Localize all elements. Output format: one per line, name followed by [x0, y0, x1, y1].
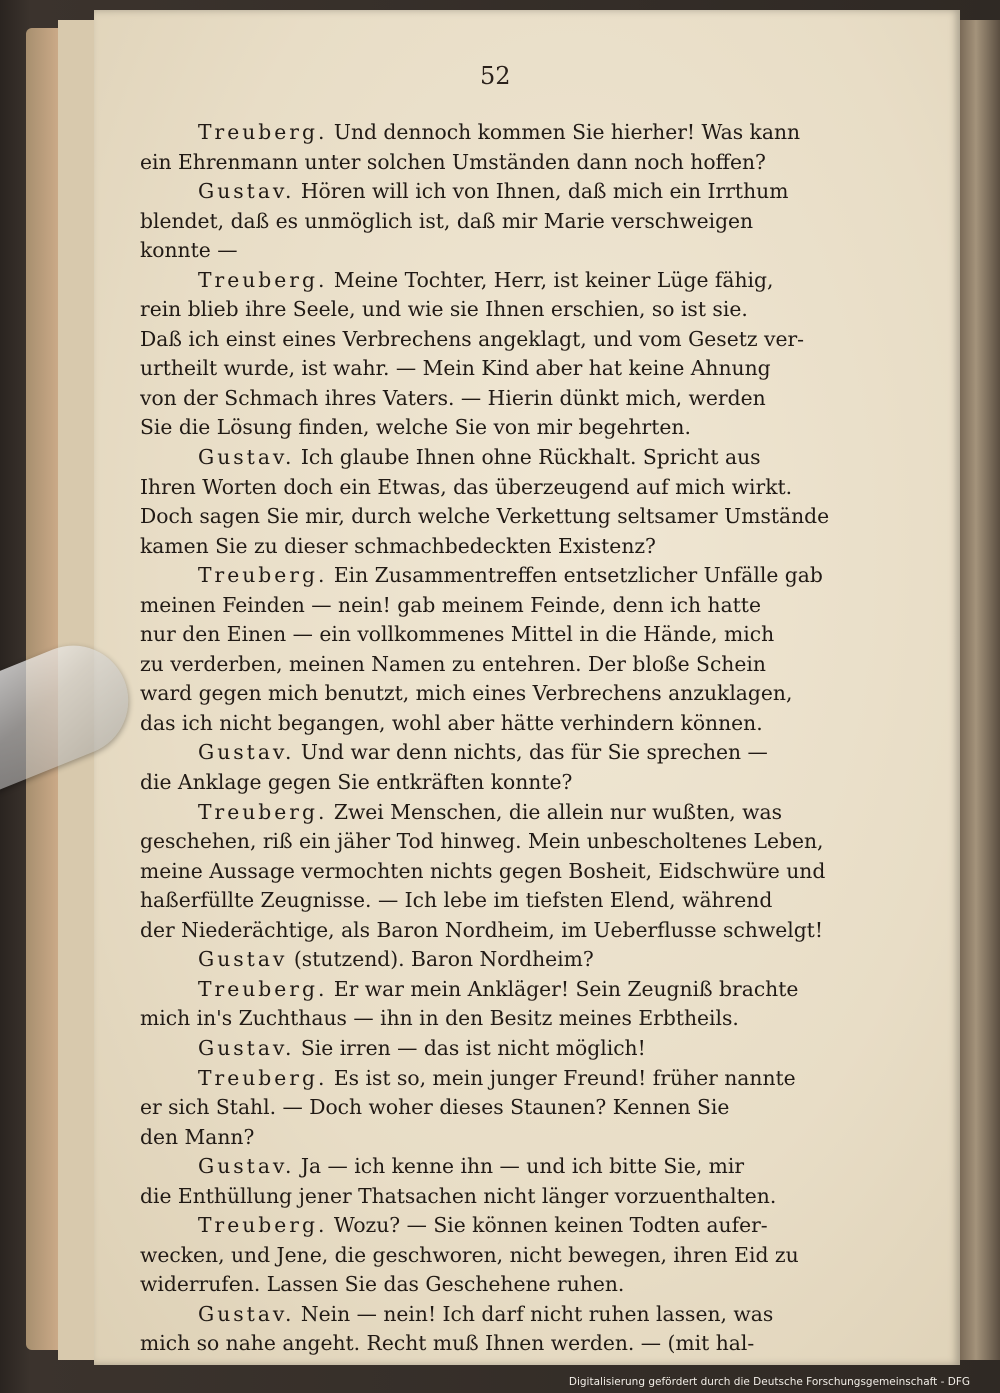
- text-line: [140, 295, 882, 325]
- text-line: [140, 207, 882, 237]
- line-text: Ich glaube Ihnen ohne Rückhalt. Spricht aus: [294, 445, 761, 470]
- line-text: Ein Zusammentreffen entsetzlicher Unfälle gab: [327, 563, 823, 588]
- line-text: rein blieb ihre Seele, und wie sie Ihnen erschien, so ist sie.: [140, 297, 748, 322]
- page-number: 52: [480, 62, 511, 90]
- text-line: [140, 148, 882, 178]
- speaker-name: Gustav.: [198, 179, 295, 204]
- speaker-name: Treuberg.: [198, 799, 328, 824]
- line-text: (stutzend). Baron Nordheim?: [287, 947, 594, 972]
- speaker-name: Gustav.: [198, 1154, 295, 1179]
- line-text: Es ist so, mein junger Freund! früher nannte: [327, 1065, 796, 1090]
- line-text: meinen Feinden — nein! gab meinem Feinde, denn ich hatte: [140, 592, 761, 617]
- text-line: [140, 945, 882, 975]
- text-line: [140, 1152, 882, 1182]
- text-line: [140, 620, 882, 650]
- text-line: [140, 325, 882, 355]
- speaker-name: Treuberg.: [198, 1065, 328, 1090]
- line-text: ein Ehrenmann unter solchen Umständen dann noch hoffen?: [140, 149, 766, 174]
- line-text: widerrufen. Lassen Sie das Geschehene ruhen.: [140, 1272, 625, 1297]
- speaker-name: Gustav: [198, 947, 288, 972]
- text-line: [140, 768, 882, 798]
- speaker-name: Gustav.: [198, 740, 295, 765]
- line-text: er sich Stahl. — Doch woher dieses Staunen? Kennen Sie: [140, 1095, 730, 1120]
- text-line: [140, 561, 882, 591]
- speaker-name: Treuberg.: [198, 267, 328, 292]
- text-line: [140, 591, 882, 621]
- text-line: [140, 1300, 882, 1330]
- line-text: meine Aussage vermochten nichts gegen Bosheit, Eidschwüre und: [140, 858, 826, 883]
- text-line: [140, 1270, 882, 1300]
- speaker-name: Gustav.: [198, 445, 295, 470]
- line-text: konnte —: [140, 238, 238, 263]
- line-text: mich in's Zuchthaus — ihn in den Besitz meines Erbtheils.: [140, 1006, 739, 1031]
- line-text: Zwei Menschen, die allein nur wußten, was: [327, 799, 783, 824]
- text-line: [140, 975, 882, 1005]
- line-text: Sie die Lösung finden, welche Sie von mir begehrten.: [140, 415, 691, 440]
- dfg-credit: Digitalisierung gefördert durch die Deutsche Forschungsgemeinschaft - DFG: [568, 1376, 970, 1388]
- text-line: [140, 177, 882, 207]
- line-text: haßerfüllte Zeugnisse. — Ich lebe im tiefsten Elend, während: [140, 888, 773, 913]
- text-line: [140, 236, 882, 266]
- text-line: [140, 532, 882, 562]
- line-text: Ihren Worten doch ein Etwas, das überzeugend auf mich wirkt.: [140, 474, 793, 499]
- text-line: [140, 413, 882, 443]
- text-line: [140, 1034, 882, 1064]
- line-text: Nein — nein! Ich darf nicht ruhen lassen, was: [294, 1301, 774, 1326]
- text-line: [140, 1241, 882, 1271]
- text-line: [140, 709, 882, 739]
- line-text: blendet, daß es unmöglich ist, daß mir Marie verschweigen: [140, 208, 754, 233]
- text-line: [140, 354, 882, 384]
- facing-page-edge: [960, 20, 1000, 1360]
- line-text: nur den Einen — ein vollkommenes Mittel in die Hände, mich: [140, 622, 775, 647]
- text-line: [140, 473, 882, 503]
- line-text: zu verderben, meinen Namen zu entehren. Der bloße Schein: [140, 651, 766, 676]
- text-line: [140, 1064, 882, 1094]
- line-text: Und dennoch kommen Sie hierher! Was kann: [327, 120, 801, 144]
- line-text: den Mann?: [140, 1124, 255, 1149]
- text-line: [140, 738, 882, 768]
- text-line: [140, 916, 882, 946]
- page-text: [140, 118, 882, 1359]
- text-line: [140, 1123, 882, 1153]
- text-line: [140, 886, 882, 916]
- text-line: [140, 650, 882, 680]
- text-line: [140, 502, 882, 532]
- line-text: Er war mein Ankläger! Sein Zeugniß brachte: [327, 976, 799, 1001]
- line-text: mich so nahe angeht. Recht muß Ihnen werden. — (mit hal-: [140, 1331, 755, 1356]
- line-text: Meine Tochter, Herr, ist keiner Lüge fähig,: [327, 267, 774, 292]
- speaker-name: Treuberg.: [198, 1213, 328, 1238]
- line-text: ward gegen mich benutzt, mich eines Verbrechens anzuklagen,: [140, 681, 793, 706]
- text-line: [140, 857, 882, 887]
- speaker-name: Treuberg.: [198, 976, 328, 1001]
- line-text: Doch sagen Sie mir, durch welche Verkettung seltsamer Umstände: [140, 504, 830, 529]
- speaker-name: Gustav.: [198, 1035, 295, 1060]
- line-text: Wozu? — Sie können keinen Todten aufer-: [327, 1213, 768, 1238]
- line-text: Hören will ich von Ihnen, daß mich ein Irrthum: [294, 179, 789, 204]
- text-line: [140, 798, 882, 828]
- line-text: Ja — ich kenne ihn — und ich bitte Sie, mir: [294, 1154, 745, 1179]
- line-text: Sie irren — das ist nicht möglich!: [294, 1035, 646, 1060]
- line-text: die Anklage gegen Sie entkräften konnte?: [140, 770, 573, 795]
- text-line: [140, 1182, 882, 1212]
- line-text: das ich nicht begangen, wohl aber hätte verhindern können.: [140, 710, 763, 735]
- text-line: [140, 1329, 882, 1359]
- line-text: die Enthüllung jener Thatsachen nicht länger vorzuenthalten.: [140, 1183, 777, 1208]
- line-text: kamen Sie zu dieser schmachbedeckten Existenz?: [140, 533, 656, 558]
- speaker-name: Treuberg.: [198, 120, 328, 144]
- text-line: [140, 443, 882, 473]
- line-text: geschehen, riß ein jäher Tod hinweg. Mein unbescholtenes Leben,: [140, 829, 824, 854]
- line-text: von der Schmach ihres Vaters. — Hierin dünkt mich, werden: [140, 385, 766, 410]
- line-text: Daß ich einst eines Verbrechens angeklagt, und vom Gesetz ver-: [140, 326, 805, 351]
- line-text: der Niederächtige, als Baron Nordheim, im Ueberflusse schwelgt!: [140, 917, 823, 942]
- text-line: [140, 266, 882, 296]
- speaker-name: Treuberg.: [198, 563, 328, 588]
- speaker-name: Gustav.: [198, 1301, 295, 1326]
- text-line: [140, 679, 882, 709]
- line-text: Und war denn nichts, das für Sie sprechen —: [294, 740, 768, 765]
- text-line: [140, 1211, 882, 1241]
- text-line: [140, 384, 882, 414]
- text-line: [140, 1093, 882, 1123]
- line-text: urtheilt wurde, ist wahr. — Mein Kind aber hat keine Ahnung: [140, 356, 771, 381]
- text-line: [140, 1004, 882, 1034]
- line-text: wecken, und Jene, die geschworen, nicht bewegen, ihren Eid zu: [140, 1242, 799, 1267]
- text-line: [140, 827, 882, 857]
- text-line: [140, 118, 882, 148]
